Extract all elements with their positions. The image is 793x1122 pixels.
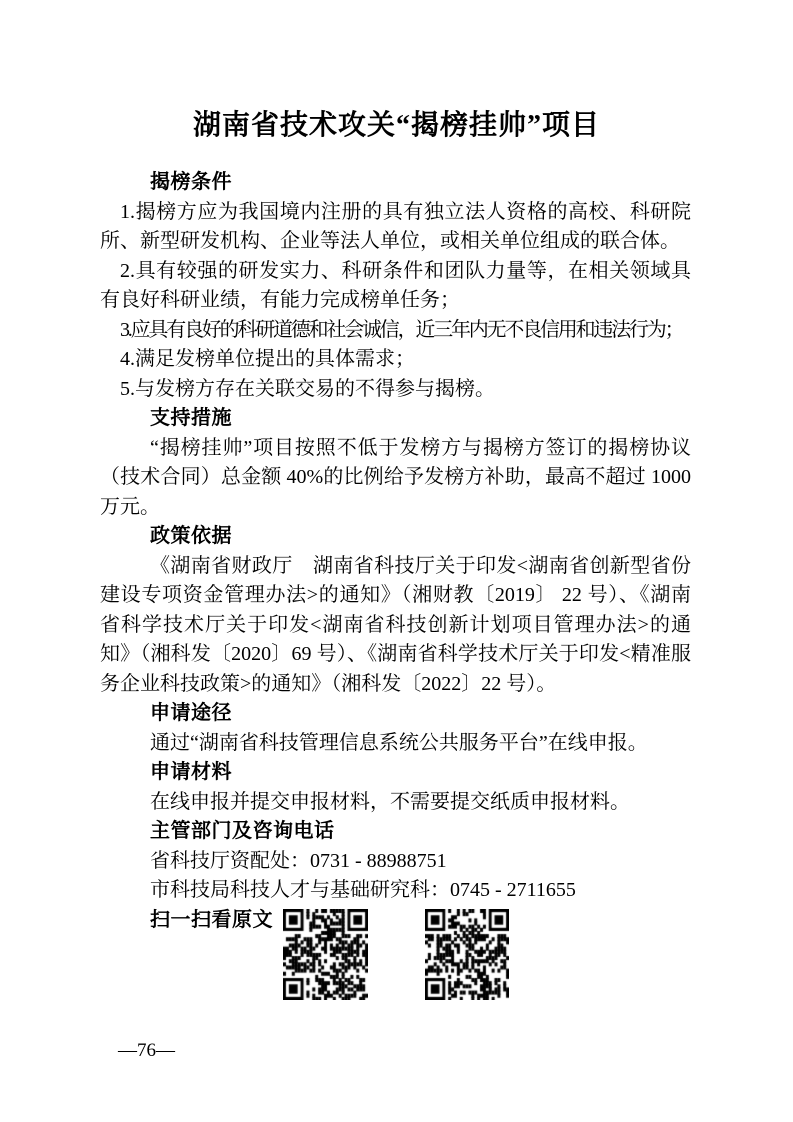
section-heading: 申请材料 xyxy=(150,761,232,783)
numbered-item: 2.具有较强的研发实力、科研条件和团队力量等，在相关领域具有良好科研业绩，有能力完成榜单任务； xyxy=(100,259,691,311)
paragraph: 《湖南省财政厅 湖南省科技厅关于印发<湖南省创新型省份建设专项资金管理办法>的通知》（湘财教〔2019〕 22 号）、《湖南省科学技术厅关于印发<湖南省科技创新计划项目管理办法>的通知》（湘科发〔2020〕69 号）、《湖南省科学技术厅关于印发<精准服务企业科技政策>的通知》（湘科发〔2022〕22 号）。 xyxy=(100,554,691,695)
paragraph: 通过“湖南省科技管理信息系统公共服务平台”在线申报。 xyxy=(150,731,648,754)
paragraph: 市科技局科技人才与基础研究科：0745 - 2711655 xyxy=(150,879,576,901)
qr-code-left xyxy=(283,909,368,1000)
numbered-item: 3.应具有良好的科研道德和社会诚信，近三年内无不良信用和违法行为； xyxy=(120,318,683,341)
page-number: —76— xyxy=(118,1040,175,1061)
document-body xyxy=(100,168,691,935)
paragraph: 在线申报并提交申报材料，不需要提交纸质申报材料。 xyxy=(150,790,630,813)
numbered-item: 4.满足发榜单位提出的具体需求； xyxy=(120,348,415,370)
section-heading: 申请途径 xyxy=(150,702,232,724)
qr-code-right xyxy=(425,909,509,1000)
paragraph: “揭榜挂帅”项目按照不低于发榜方与揭榜方签订的揭榜协议（技术合同）总金额 40%的比例给予发榜方补助，最高不超过 1000 万元。 xyxy=(100,436,691,518)
section-heading: 揭榜条件 xyxy=(150,171,232,193)
section-heading: 支持措施 xyxy=(150,407,232,429)
section-heading: 主管部门及咨询电话 xyxy=(150,820,335,842)
section-heading: 政策依据 xyxy=(150,525,232,547)
paragraph: 省科技厅资配处：0731 - 88988751 xyxy=(150,849,447,872)
numbered-item: 1.揭榜方应为我国境内注册的具有独立法人资格的高校、科研院所、新型研发机构、企业等法人单位，或相关单位组成的联合体。 xyxy=(100,200,691,252)
document-title: 湖南省技术攻关“揭榜挂帅”项目 xyxy=(192,110,600,141)
numbered-item: 5.与发榜方存在关联交易的不得参与揭榜。 xyxy=(120,377,495,400)
section-heading: 扫一扫看原文 xyxy=(150,908,273,931)
